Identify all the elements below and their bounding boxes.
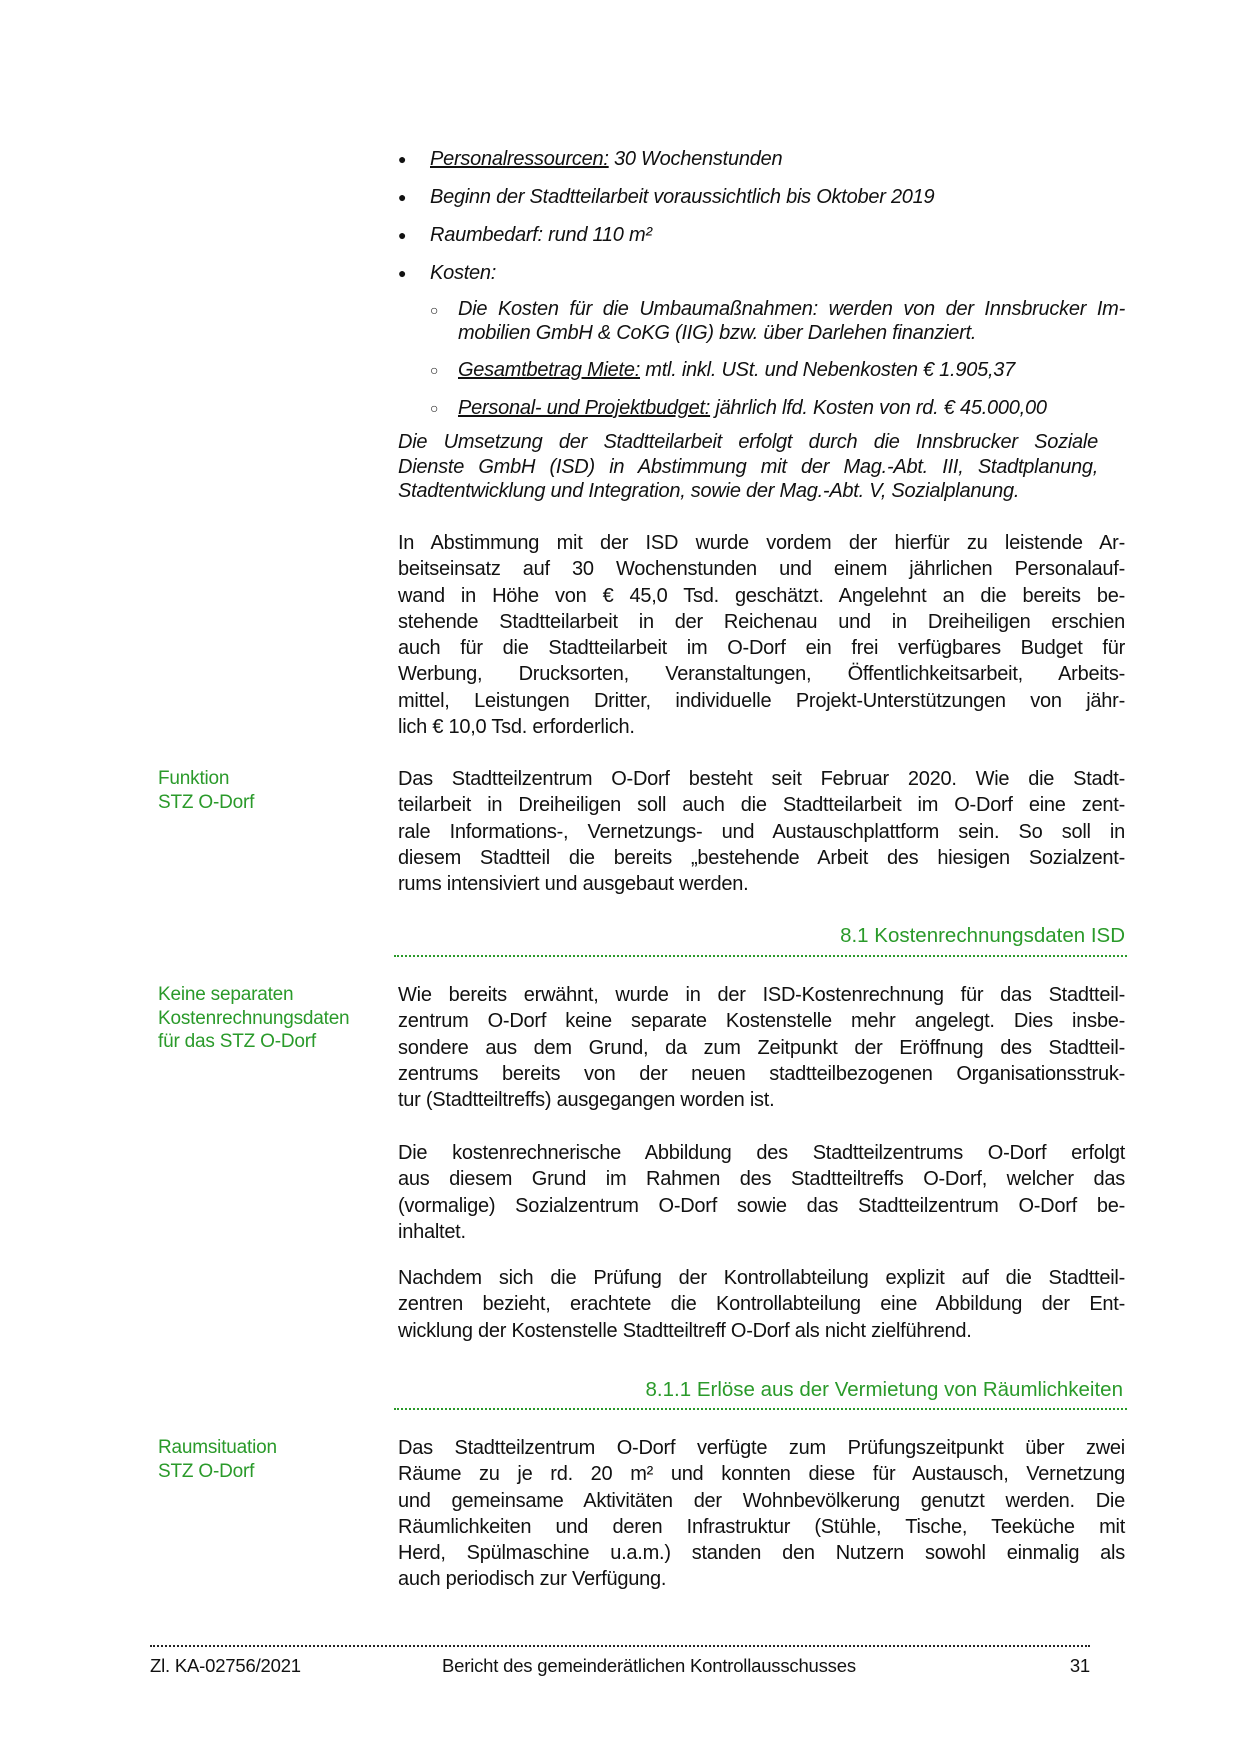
italic-paragraph (398, 430, 1098, 504)
text-line: inhaltet. (398, 1220, 466, 1243)
margin-note-funktion (158, 767, 254, 814)
text-line: Nachdem sich die Prüfung der Kontrollabteilung explizit auf die Stadtteil- (398, 1267, 1125, 1289)
paragraph-funktion (398, 766, 1125, 897)
text-line: lich € 10,0 Tsd. erforderlich. (398, 716, 635, 739)
text-line: sondere aus dem Grund, da zum Zeitpunkt der Eröffnung des Stadtteil- (398, 1036, 1125, 1059)
text-line: auch periodisch zur Verfügung. (398, 1568, 667, 1591)
sub-list-item (430, 297, 1125, 345)
bullet-label: Personalressourcen: (430, 148, 609, 170)
text-line: Raumsituation (158, 1437, 277, 1458)
bullet-text: Raumbedarf: rund 110 m² (430, 224, 652, 246)
text-line: wicklung der Kostenstelle Stadtteiltreff O-Dorf als nicht zielführend. (398, 1319, 972, 1342)
text-line: Das Stadtteilzentrum O-Dorf verfügte zum Prüfungszeitpunkt über zwei (398, 1437, 1125, 1459)
text-line: Das Stadtteilzentrum O-Dorf besteht seit Februar 2020. Wie die Stadt- (398, 768, 1125, 790)
text-line: mobilien GmbH & CoKG (IIG) bzw. über Darlehen finanziert. (458, 322, 977, 344)
text-line: für das STZ O-Dorf (158, 1031, 316, 1052)
sub-list-item (430, 395, 1125, 431)
text-line: Kostenrechnungsdaten (158, 1007, 350, 1029)
heading-divider (394, 1408, 1127, 1410)
text-line: STZ O-Dorf (158, 791, 255, 813)
text-line: zentrum O-Dorf keine separate Kostenstelle mehr angelegt. Dies insbe- (398, 1010, 1125, 1033)
bullet-icon: ● (398, 265, 407, 281)
footer-divider (150, 1645, 1090, 1647)
list-item (398, 222, 1125, 260)
bullet-icon: ● (398, 189, 407, 205)
sub-bullet-text: mtl. inkl. USt. und Nebenkosten € 1.905,37 (640, 359, 1016, 381)
bullet-icon: ● (398, 151, 407, 167)
text-line: zentren bezieht, erachtete die Kontrollabteilung eine Abbildung der Ent- (398, 1293, 1125, 1316)
list-item (398, 184, 1125, 222)
bullet-list (398, 146, 1125, 431)
circle-bullet-icon: ○ (430, 400, 439, 416)
list-item (398, 146, 1125, 184)
bullet-text: Kosten: (430, 262, 497, 284)
list-item (398, 260, 1125, 297)
text-line: Dienste GmbH (ISD) in Abstimmung mit der Mag.-Abt. III, Stadtplanung, (398, 455, 1098, 478)
text-line: teilarbeit in Dreiheiligen soll auch die Stadtteilarbeit im O-Dorf eine zent- (398, 794, 1125, 817)
text-line: tur (Stadtteiltreffs) ausgegangen worden ist. (398, 1089, 775, 1112)
sub-bullet-label: Personal- und Projektbudget: (458, 397, 711, 419)
circle-bullet-icon: ○ (430, 302, 439, 318)
bullet-icon: ● (398, 227, 407, 243)
section-heading-8-1-1: 8.1.1 Erlöse aus der Vermietung von Räumlichkeiten (645, 1378, 1123, 1401)
section-heading-8-1: 8.1 Kostenrechnungsdaten ISD (840, 924, 1125, 947)
text-line: rale Informations-, Vernetzungs- und Austauschplattform sein. So soll in (398, 820, 1125, 843)
text-line: zentrums bereits von der neuen stadtteilbezogenen Organisationsstruk- (398, 1062, 1125, 1085)
footer-reference: Zl. KA-02756/2021 (150, 1655, 301, 1676)
text-line: Stadtentwicklung und Integration, sowie der Mag.-Abt. V, Sozialplanung. (398, 480, 1020, 503)
text-line: (vormalige) Sozialzentrum O-Dorf sowie das Stadtteilzentrum O-Dorf be- (398, 1194, 1125, 1217)
text-line: Die Umsetzung der Stadtteilarbeit erfolgt durch die Innsbrucker Soziale (398, 431, 1098, 453)
bullet-text: 30 Wochenstunden (608, 148, 783, 170)
text-line: beitseinsatz auf 30 Wochenstunden und einem jährlichen Personalauf- (398, 558, 1125, 581)
margin-note-kostenrechnung (158, 983, 349, 1054)
text-line: STZ O-Dorf (158, 1460, 255, 1482)
paragraph-budget (398, 530, 1125, 740)
paragraph-pruefung (398, 1265, 1125, 1344)
paragraph-raumsituation (398, 1435, 1125, 1593)
heading-divider (394, 955, 1127, 957)
text-line: Werbung, Drucksorten, Veranstaltungen, Öffentlichkeitsarbeit, Arbeits- (398, 663, 1125, 686)
circle-bullet-icon: ○ (430, 362, 439, 378)
text-line: Herd, Spülmaschine u.a.m.) standen den Nutzern sowohl einmalig als (398, 1542, 1125, 1565)
text-line: wand in Höhe von € 45,0 Tsd. geschätzt. Angelehnt an die bereits be- (398, 584, 1125, 607)
sub-bullet-text (458, 297, 1125, 345)
text-line: stehende Stadtteilarbeit in der Reichenau und in Dreiheiligen erschien (398, 610, 1125, 633)
text-line: Wie bereits erwähnt, wurde in der ISD-Kostenrechnung für das Stadtteil- (398, 984, 1125, 1006)
text-line: Die Kosten für die Umbaumaßnahmen: werden von der Innsbrucker Im- (458, 298, 1125, 320)
paragraph-kostenstelle (398, 982, 1125, 1113)
text-line: Funktion (158, 768, 230, 789)
text-line: diesem Stadtteil die bereits „bestehende Arbeit des hiesigen Sozialzent- (398, 846, 1125, 869)
text-line: aus diesem Grund im Rahmen des Stadtteiltreffs O-Dorf, welcher das (398, 1168, 1125, 1191)
page-number: 31 (1069, 1655, 1090, 1676)
bullet-text: Beginn der Stadtteilarbeit voraussichtlich bis Oktober 2019 (430, 186, 935, 208)
text-line: auch für die Stadtteilarbeit im O-Dorf ein frei verfügbares Budget für (398, 637, 1125, 660)
paragraph-abbildung (398, 1140, 1125, 1245)
sub-bullet-text: jährlich lfd. Kosten von rd. € 45.000,00 (710, 397, 1047, 419)
text-line: rums intensiviert und ausgebaut werden. (398, 873, 749, 896)
text-line: und gemeinsame Aktivitäten der Wohnbevölkerung genutzt werden. Die (398, 1489, 1125, 1512)
footer-title: Bericht des gemeinderätlichen Kontrollausschusses (442, 1655, 856, 1676)
text-line: In Abstimmung mit der ISD wurde vordem der hierfür zu leistende Ar- (398, 532, 1125, 554)
margin-note-raumsituation (158, 1436, 277, 1483)
sub-bullet-label: Gesamtbetrag Miete: (458, 359, 640, 381)
text-line: Räumlichkeiten und deren Infrastruktur (Stühle, Tische, Teeküche mit (398, 1515, 1125, 1538)
sub-list-item (430, 357, 1125, 395)
text-line: Die kostenrechnerische Abbildung des Stadtteilzentrums O-Dorf erfolgt (398, 1142, 1125, 1164)
text-line: Keine separaten (158, 984, 294, 1005)
text-line: mittel, Leistungen Dritter, individuelle Projekt-Unterstützungen von jähr- (398, 689, 1125, 712)
text-line: Räume zu je rd. 20 m² und konnten diese für Austausch, Vernetzung (398, 1463, 1125, 1486)
